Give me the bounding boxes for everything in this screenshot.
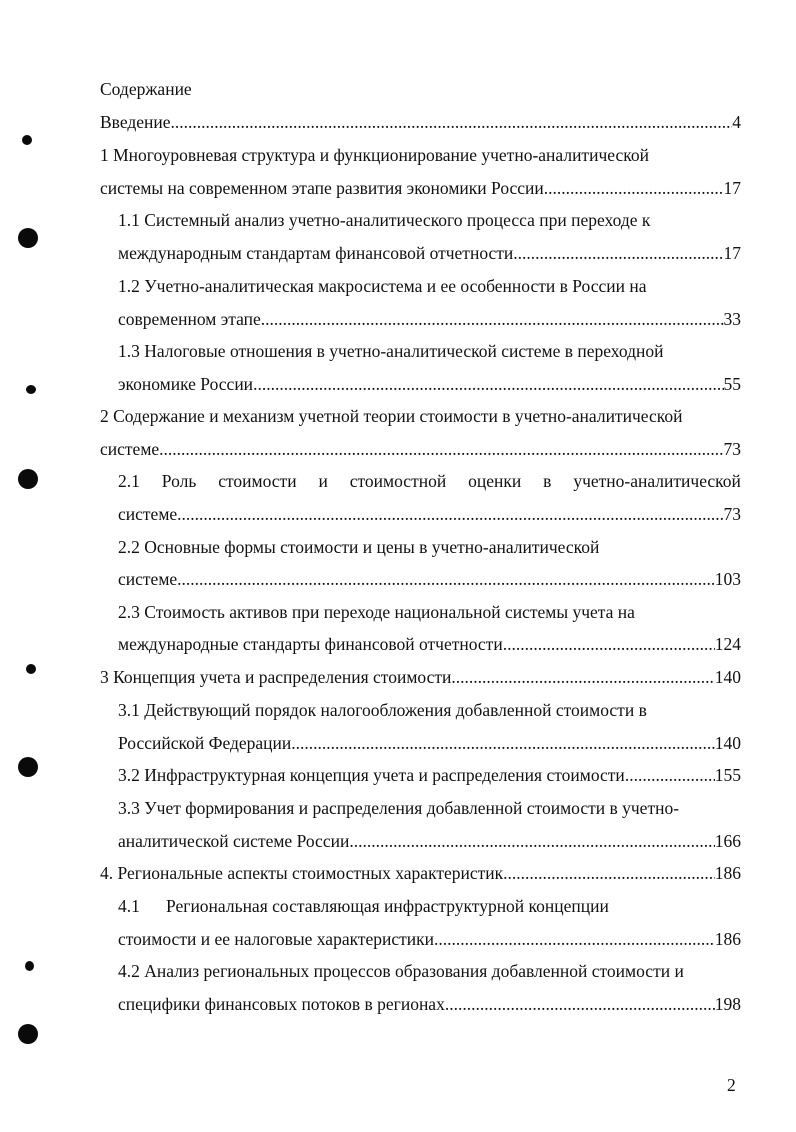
toc-leader-dots [177,502,723,526]
toc-page-number: 140 [714,733,741,753]
toc-page-number: 33 [723,309,741,329]
toc-entry-4-1-line2 [118,927,741,951]
toc-entry-4-2-line2 [118,992,741,1016]
toc-entry-text: системе [118,569,178,589]
toc-entry-1-3-line2 [118,372,741,396]
toc-page-number: 155 [714,765,741,785]
toc-entry-text: стоимости и ее налоговые характеристики [118,929,435,949]
page-number: 2 [727,1075,736,1095]
toc-entry-text: 3.2 Инфраструктурная концепция учета и распределения стоимости [118,765,625,785]
toc-entry-2-3-line1 [118,600,741,624]
toc-page-number: 140 [714,667,741,687]
toc-word: и [318,471,328,491]
toc-entry-text: 1 Многоуровневая структура и функционирование учетно-аналитической [100,145,649,165]
punch-hole-mark [26,385,36,394]
toc-entry-chapter-1-line1 [100,143,741,167]
toc-entry-text: 4.2 Анализ региональных процессов образования добавленной стоимости и [118,961,684,981]
toc-leader-dots [291,731,714,755]
toc-page-number: 186 [714,929,741,949]
toc-word: учетно-аналитической [573,471,741,491]
toc-leader-dots [513,241,723,265]
toc-entry-2-1-line2 [118,502,741,526]
toc-page-number: 73 [723,504,741,524]
toc-entry-text: системы на современном этапе развития экономики России [100,178,544,198]
toc-word: Роль [161,471,197,491]
toc-entry-text: 3.1 Действующий порядок налогообложения добавленной стоимости в [118,700,647,720]
toc-entry-3-1-line2 [118,731,741,755]
toc-entry-4-2-line1 [118,959,741,983]
toc-leader-dots [445,992,715,1016]
punch-hole [18,469,38,489]
toc-entry-1-1-line1 [118,208,741,232]
toc-entry-text: 3.3 Учет формирования и распределения добавленной стоимости в учетно- [118,798,680,818]
toc-word: стоимости [218,471,297,491]
toc-word: 2.1 [118,471,140,491]
toc-entry-2-3-line2 [118,632,741,656]
toc-entry-text: международным стандартам финансовой отчетности [118,243,514,263]
toc-leader-dots [261,307,724,331]
toc-word: оценки [468,471,522,491]
toc-leader-dots [503,632,715,656]
toc-entry-chapter-4 [100,861,741,885]
toc-entry-text: аналитической системе России [118,831,350,851]
toc-entry-text: 1.3 Налоговые отношения в учетно-аналитической системе в переходной [118,341,664,361]
toc-entry-text: 1.1 Системный анализ учетно-аналитического процесса при переходе к [118,210,651,230]
toc-leader-dots [451,665,714,689]
punch-hole [18,757,38,777]
toc-entry-text: 3 Концепция учета и распределения стоимости [100,667,452,687]
toc-title: Содержание [100,79,192,99]
punch-hole [18,228,38,248]
toc-leader-dots [349,829,714,853]
toc-page-number: 166 [714,831,741,851]
toc-page-number: 186 [714,863,741,883]
toc-page-number: 17 [723,178,741,198]
toc-entry-text: экономике России [118,374,254,394]
toc-entry-text: специфики финансовых потоков в регионах [118,994,445,1014]
toc-leader-dots [171,110,733,134]
toc-entry-number: 4.1 [118,896,140,916]
toc-page-number: 124 [714,634,741,654]
toc-entry-3-3-line2 [118,829,741,853]
toc-leader-dots [177,567,715,591]
toc-entry-text: 1.2 Учетно-аналитическая макросистема и ее особенности в России на [118,276,647,296]
toc-word: в [543,471,552,491]
toc-entry-1-2-line2 [118,307,741,331]
toc-entry-2-1-line1 [118,469,741,493]
punch-hole-mark [26,664,36,674]
toc-page-number: 4 [732,112,741,132]
punch-hole-mark [22,135,32,145]
toc-entry-text: 4. Региональные аспекты стоимостных характеристик [100,863,504,883]
toc-entry-2-2-line2 [118,567,741,591]
toc-entry-text: 2.2 Основные формы стоимости и цены в учетно-аналитической [118,537,600,557]
toc-entry-2-2-line1 [118,535,741,559]
toc-entry-3-1-line1 [118,698,741,722]
toc-entry-text: Российской Федерации [118,733,292,753]
toc-entry-chapter-3 [100,665,741,689]
toc-entry-chapter-2-line2 [100,437,741,461]
toc-page-number: 103 [714,569,741,589]
toc-page-number: 55 [723,374,741,394]
toc-entry-chapter-1-line2 [100,176,741,200]
toc-leader-dots [503,861,715,885]
toc-entry-3-2 [118,763,741,787]
toc-leader-dots [625,763,715,787]
toc-entry-4-1-line1 [118,894,741,918]
toc-entry-text: системе [118,504,178,524]
toc-entry-text: современном этапе [118,309,261,329]
toc-word: стоимостной [349,471,447,491]
toc-page-number: 17 [723,243,741,263]
toc-entry-introduction [100,110,741,134]
toc-entry-text: международные стандарты финансовой отчетности [118,634,503,654]
toc-entry-3-3-line1 [118,796,741,820]
toc-entry-text: Введение [100,112,171,132]
toc-entry-text: Региональная составляющая инфраструктурной концепции [166,896,609,916]
toc-leader-dots [159,437,723,461]
toc-leader-dots [544,176,724,200]
toc-entry-chapter-2-line1 [100,404,741,428]
toc-leader-dots [434,927,715,951]
toc-entry-text: 2.3 Стоимость активов при переходе национальной системы учета на [118,602,635,622]
toc-page-number: 198 [714,994,741,1014]
toc-entry-1-1-line2 [118,241,741,265]
toc-entry-text: 2 Содержание и механизм учетной теории стоимости в учетно-аналитической [100,406,683,426]
toc-entry-text: системе [100,439,160,459]
toc-entry-1-2-line1 [118,274,741,298]
punch-hole [18,1024,38,1044]
toc-entry-1-3-line1 [118,339,741,363]
toc-page-number: 73 [723,439,741,459]
toc-leader-dots [253,372,723,396]
punch-hole-mark [25,961,34,971]
